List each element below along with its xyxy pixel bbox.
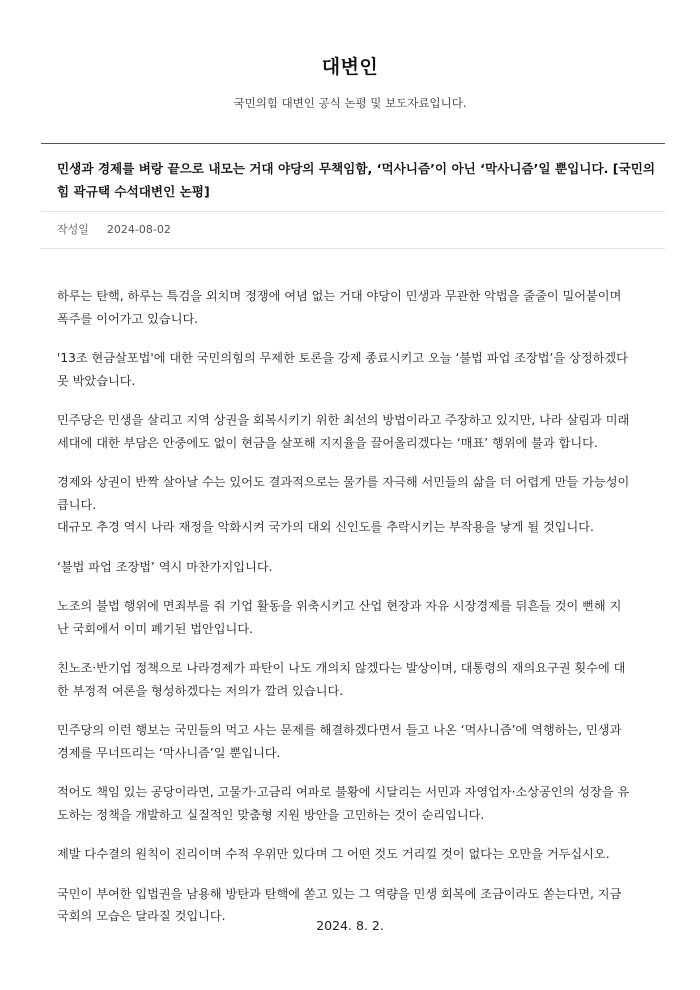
paragraph-line: 세대에 대한 부담은 안중에도 없이 현금을 살포해 지지율을 끌어올리겠다는 ‘매표’ 행위에 불과 합니다. bbox=[57, 435, 598, 450]
meta-divider bbox=[41, 248, 665, 249]
article-title bbox=[57, 157, 657, 203]
paragraph-line: 경제를 무너뜨리는 ‘막사니즘’일 뿐입니다. bbox=[57, 745, 281, 760]
paragraph-line: ‘불법 파업 조장법’ 역시 마찬가지입니다. bbox=[57, 559, 273, 574]
section-title: 대변인 bbox=[321, 56, 379, 78]
section-header bbox=[0, 0, 700, 112]
paragraph-line: 경제와 상권이 반짝 살아날 수는 있어도 결과적으로는 물가를 자극해 서민들의 삶을 더 어렵게 만들 가능성이 bbox=[57, 475, 630, 489]
paragraph-line: '13조 현금살포법'에 대한 국민의힘의 무제한 토론을 강제 종료시키고 오늘 ‘불법 파업 조장법’을 상정하겠다 bbox=[57, 351, 628, 365]
paragraph-line: 폭주를 이어가고 있습니다. bbox=[57, 311, 199, 326]
paragraph-line: 민주당의 이런 행보는 국민들의 먹고 사는 문제를 해결하겠다면서 들고 나온 ‘먹사니즘’에 역행하는, 민생과 bbox=[57, 723, 622, 737]
paragraph-line: 도하는 정책을 개발하고 실질적인 맞춤형 지원 방안을 고민하는 것이 순리입니다. bbox=[57, 807, 485, 822]
paragraph bbox=[57, 719, 655, 764]
article-meta bbox=[57, 222, 171, 238]
paragraph bbox=[57, 595, 655, 640]
paragraph bbox=[57, 843, 655, 866]
section-subtitle: 국민의힘 대변인 공식 논평 및 보도자료입니다. bbox=[233, 96, 467, 110]
paragraph-line: 국민이 부여한 입법권을 남용해 방탄과 탄핵에 쏟고 있는 그 역량을 민생 회복에 조금이라도 쏟는다면, 지금 bbox=[57, 886, 622, 901]
closing-date: 2024. 8. 2. bbox=[316, 918, 384, 933]
paragraph bbox=[57, 347, 655, 392]
paragraph bbox=[57, 471, 655, 539]
paragraph-line: 제발 다수결의 원칙이 진리이며 수적 우위만 있다며 그 어떤 것도 거리낄 것이 없다는 오만을 거두십시오. bbox=[57, 847, 610, 861]
paragraph-line: 난 국회에서 이미 폐기된 법안입니다. bbox=[57, 621, 253, 636]
article-title-line: 힘 곽규택 수석대변인 논평] bbox=[57, 184, 210, 199]
paragraph-line: 한 부정적 여론을 형성하겠다는 저의가 깔려 있습니다. bbox=[57, 683, 344, 698]
paragraph bbox=[57, 409, 655, 454]
paragraph-line: 노조의 불법 행위에 면죄부를 줘 기업 활동을 위축시키고 산업 현장과 자유 시장경제를 뒤흔들 것이 뻔해 지 bbox=[57, 599, 622, 613]
paragraph bbox=[57, 657, 655, 702]
date-value: 2024-08-02 bbox=[106, 223, 171, 236]
article-title-line: 민생과 경제를 벼랑 끝으로 내모는 거대 야당의 무책임함, ‘먹사니즘’이 아닌 ‘막사니즘’일 뿐입니다. [국민의 bbox=[57, 161, 656, 176]
paragraph bbox=[57, 781, 655, 826]
paragraph-line: 못 박았습니다. bbox=[57, 373, 136, 388]
paragraph-line: 적어도 책임 있는 공당이라면, 고물가·고금리 여파로 불황에 시달리는 서민과 자영업자·소상공인의 성장을 유 bbox=[57, 785, 630, 799]
paragraph-line: 대규모 추경 역시 나라 재정을 악화시켜 국가의 대외 신인도를 추락시키는 부작용을 낳게 될 것입니다. bbox=[57, 520, 594, 534]
paragraph bbox=[57, 556, 655, 579]
paragraph-line: 하루는 탄핵, 하루는 특검을 외치며 정쟁에 여념 없는 거대 야당이 민생과 무관한 악법을 줄줄이 밀어붙이며 bbox=[57, 289, 622, 303]
paragraph-line: 민주당은 민생을 살리고 지역 상권을 회복시키기 위한 최선의 방법이라고 주장하고 있지만, 나라 살림과 미래 bbox=[57, 413, 630, 427]
date-label: 작성일 bbox=[57, 223, 89, 236]
paragraph bbox=[57, 285, 655, 330]
title-divider bbox=[41, 211, 665, 212]
article-body bbox=[57, 285, 655, 945]
paragraph-line: 국회의 모습은 달라질 것입니다. bbox=[57, 909, 226, 923]
header-divider bbox=[41, 143, 665, 144]
paragraph-line: 친노조·반기업 정책으로 나라경제가 파탄이 나도 개의치 않겠다는 발상이며, 대통령의 재의요구권 횟수에 대 bbox=[57, 661, 626, 675]
paragraph-line: 큽니다. bbox=[57, 497, 97, 512]
